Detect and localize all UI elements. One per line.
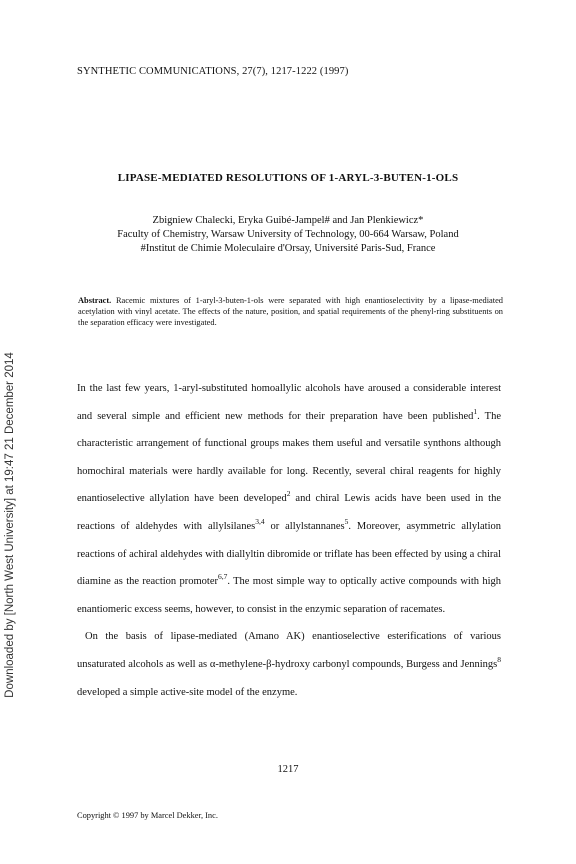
copyright-notice: Copyright © 1997 by Marcel Dekker, Inc. — [77, 811, 218, 820]
paragraph-2-part-a: On the basis of lipase-mediated (Amano AK) enantioselective esterifications of various unsaturated alcohols as well as α-methylene-β-hydroxy carbonyl compounds, Burgess and Jennings — [77, 631, 501, 670]
affiliation-2: #Institut de Chimie Moleculaire d'Orsay, Université Paris-Sud, France — [140, 243, 436, 254]
paragraph-1-part-e: . Moreover, asymmetric allylation reactions of achiral aldehydes with diallyltin dibromide or triflate has been effected by using a chiral diamine as the reaction promoter — [77, 520, 501, 588]
page-number: 1217 — [277, 764, 299, 775]
paragraph-1 — [77, 375, 501, 623]
affiliation-1: Faculty of Chemistry, Warsaw University of Technology, 00-664 Warsaw, Poland — [117, 229, 459, 240]
paragraph-1-part-d: or allylstannanes — [264, 520, 345, 532]
paper-title: LIPASE-MEDIATED RESOLUTIONS OF 1-ARYL-3-BUTEN-1-OLS — [117, 172, 459, 184]
reference-6: 8 — [497, 654, 501, 664]
reference-3: 3,4 — [255, 516, 265, 526]
abstract-text: Racemic mixtures of 1-aryl-3-buten-1-ols were separated with high enantioselectivity by a lipase-mediated acetylation with vinyl acetate. The effects of the nature, position, and spatial requirements of the phenyl-ring substituents on the separation efficacy were investigated. — [78, 296, 503, 328]
paragraph-2 — [77, 623, 501, 706]
body-text — [77, 375, 501, 706]
paragraph-2-part-b: developed a simple active-site model of the enzyme. — [77, 686, 298, 698]
author-block — [0, 214, 576, 256]
journal-header: SYNTHETIC COMMUNICATIONS, 27(7), 1217-1222 (1997) — [77, 66, 349, 77]
paragraph-1-part-f: . The most simple way to optically active compounds with high enantiomeric excess seems, however, to consist in the enzymic separation of racemates. — [77, 576, 501, 615]
reference-2: 2 — [286, 489, 291, 499]
author-names: Zbigniew Chalecki, Eryka Guibé-Jampel# and Jan Plenkiewicz* — [152, 215, 424, 226]
abstract-label: Abstract. — [78, 296, 112, 305]
reference-4: 5 — [344, 516, 349, 526]
reference-1: 1 — [473, 406, 478, 416]
reference-5: 6,7 — [218, 572, 228, 582]
paragraph-1-part-b: . The characteristic arrangement of functional groups makes them useful and versatile synthons although homochiral materials were hardly available for long. Recently, several chiral reagents for highly enantioselective allylation have been developed — [77, 410, 501, 505]
download-watermark: Downloaded by [North West University] at 19:47 21 December 2014 — [4, 352, 16, 698]
paragraph-1-part-c: and chiral Lewis acids have been used in the reactions of aldehydes with allylsilanes — [77, 493, 501, 532]
abstract — [78, 295, 503, 329]
paragraph-1-part-a: In the last few years, 1-aryl-substituted homoallylic alcohols have aroused a considerable interest and several simple and efficient new methods for their preparation have been published — [77, 383, 501, 422]
